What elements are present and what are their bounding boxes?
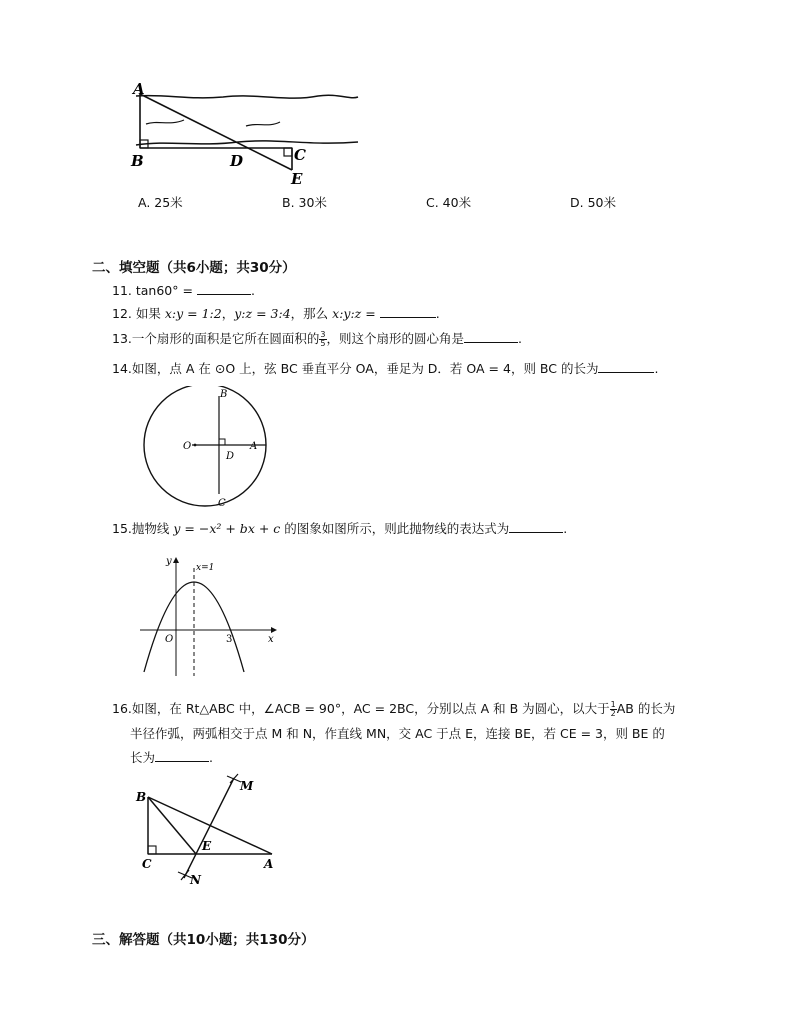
label-E: E [202,839,212,853]
q12-ratio-1: x:y = 1:2 [164,306,222,321]
q16-answer-blank[interactable] [155,749,209,762]
label-M: M [240,779,254,793]
section3-heading: 三、解答题（共10小题；共130分） [92,932,315,948]
label-C: C [218,498,226,509]
q14-text: 如图，点 A 在 ⊙O 上，弦 BC 垂直平分 OA，垂足为 D．若 OA = 4，则 BC 的长为 [131,361,599,376]
q13-fraction-den: 5 [320,339,326,348]
q12-ratio-3: x:y:z = [332,306,380,321]
q14-answer-blank[interactable] [598,360,654,373]
q15-text-2: 的图象如图所示，则此抛物线的表达式为 [280,521,510,536]
q14-figure [140,386,270,512]
q15 [112,520,567,538]
right-angle-C [148,846,156,854]
q13-number: 13. [112,331,132,346]
label-D: D [230,152,244,170]
label-axis: x=1 [196,563,215,573]
q10-figure [128,80,368,190]
q11 [112,282,255,300]
q15-end: . [563,521,568,536]
section2-heading: 二、填空题（共6小题；共30分） [92,260,296,276]
q14-number: 14. [112,361,132,376]
q10-option-b[interactable]: B. 30米 [282,195,327,210]
q13-text-1: 一个扇形的面积是它所在圆面积的 [131,331,320,346]
right-angle-C [284,148,292,156]
q16-fraction-den: 2 [610,709,616,718]
center-point-O [194,444,197,447]
right-angle-D [219,439,225,445]
label-three: 3 [226,634,233,645]
q16-line-2: 半径作弧，两弧相交于点 M 和 N，作直线 MN，交 AC 于点 E，连接 BE，若 CE = 3，则 BE 的 [130,726,665,741]
label-E: E [291,170,303,188]
line-MN [184,778,234,878]
label-N: N [190,873,201,887]
label-x: x [268,634,274,645]
water-wave-2 [246,122,280,126]
label-O: O [183,441,192,452]
arc-mark-M [227,774,241,783]
q16-end: . [209,750,213,765]
q10-option-d[interactable]: D. 50米 [570,195,616,210]
q11-number: 11. [112,283,132,298]
q16-line-3 [130,749,213,767]
label-C: C [142,857,152,871]
q15-figure [136,552,284,680]
label-A: A [264,857,274,871]
q12-number: 12. [112,306,132,321]
river-bank-bottom [136,141,358,145]
q13-fraction-num: 3 [320,330,326,339]
q11-end: . [250,283,255,298]
label-D: D [226,451,235,462]
q16-figure [134,770,294,890]
q16-text-1a: 如图，在 Rt△ABC 中，∠ACB = 90°，AC = 2BC，分别以点 A 和 B 为圆心，以大于 [131,701,610,716]
q16-text-1b: AB 的长为 [616,701,676,716]
circle-O [144,386,266,506]
q16-line-1 [112,700,675,718]
q13-fraction [319,331,326,348]
q16-text-3: 长为 [130,750,156,765]
river-bank-top [136,95,358,98]
q12-sep: ， [221,306,235,321]
q12-answer-blank[interactable] [380,305,436,318]
label-A: A [133,80,145,98]
q15-text-1: 抛物线 [131,521,174,536]
q14 [112,360,658,378]
q15-number: 15. [112,521,132,536]
water-wave-1 [146,120,184,124]
q12-text-2: ，那么 [290,306,333,321]
q13-text-2: ，则这个扇形的圆心角是 [326,331,465,346]
q12-text-1: 如果 [135,306,165,321]
q16-fraction-num: 1 [610,700,616,709]
q10-option-c[interactable]: C. 40米 [426,195,472,210]
q15-answer-blank[interactable] [509,520,563,533]
label-B: B [220,389,228,400]
q13-end: . [518,331,522,346]
label-y: y [166,556,172,567]
q12 [112,305,440,323]
q10-option-a[interactable]: A. 25米 [138,195,183,210]
label-B: B [136,790,147,804]
q14-end: . [654,361,659,376]
q15-expression: y = −x² + bx + c [173,521,281,536]
q13-answer-blank[interactable] [464,330,518,343]
label-origin: O [165,634,174,645]
q12-end: . [435,306,440,321]
segment-AE [140,94,292,170]
q16-fraction [610,701,617,718]
label-B: B [131,152,144,170]
label-A: A [250,441,258,452]
label-C: C [294,146,306,164]
q16-number: 16. [112,701,132,716]
q13 [112,330,522,348]
q12-ratio-2: y:z = 3:4 [234,306,291,321]
q11-answer-blank[interactable] [197,282,251,295]
q11-text: tan60° = [135,283,197,298]
